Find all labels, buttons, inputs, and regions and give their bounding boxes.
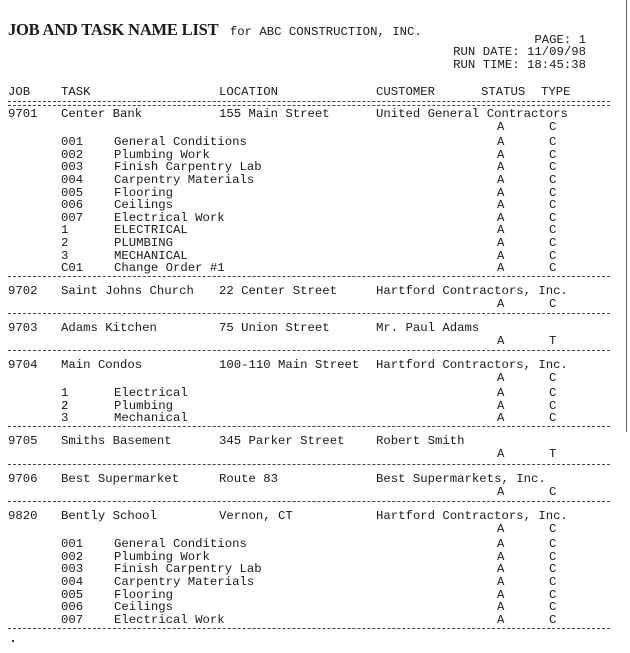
job-number: 9820	[8, 509, 38, 523]
task-status: A	[497, 223, 505, 238]
page-mark	[12, 640, 14, 642]
column-header-job: JOB	[8, 85, 31, 99]
job-status: A	[497, 333, 505, 348]
task-status: A	[497, 386, 505, 401]
report-company: for ABC CONSTRUCTION, INC.	[229, 25, 422, 39]
task-name: Mechanical	[114, 411, 188, 426]
job-type: T	[549, 446, 557, 461]
task-code: 2	[61, 398, 69, 413]
page-number: PAGE: 1	[534, 33, 586, 47]
task-type: C	[549, 173, 557, 187]
task-status: A	[497, 398, 505, 413]
task-code: 006	[61, 600, 84, 615]
task-code: 002	[61, 549, 84, 564]
job-name: Bently School	[61, 509, 157, 523]
task-code: C01	[61, 261, 84, 276]
task-type: C	[549, 261, 557, 276]
job-customer: Hartford Contractors, Inc.	[376, 358, 568, 372]
task-name: MECHANICAL	[114, 248, 188, 263]
job-type: C	[549, 119, 557, 134]
job-number: 9706	[8, 472, 38, 486]
task-name: Finish Carpentry Lab	[114, 562, 262, 577]
job-type: C	[549, 296, 557, 311]
task-name: Finish Carpentry Lab	[114, 160, 262, 175]
task-code: 002	[61, 147, 84, 162]
task-type: C	[549, 135, 557, 150]
job-customer: Best Supermarkets, Inc.	[376, 472, 546, 486]
task-code: 1	[61, 386, 69, 401]
job-number: 9703	[8, 321, 38, 335]
task-name: Change Order #1	[114, 261, 225, 276]
task-type: C	[549, 562, 557, 577]
job-location: 75 Union Street	[219, 321, 330, 335]
task-status: A	[497, 261, 505, 276]
task-code: 004	[61, 575, 84, 589]
job-name: Saint Johns Church	[61, 284, 194, 298]
job-status: A	[497, 446, 505, 461]
task-status: A	[497, 575, 505, 589]
job-name: Smiths Basement	[61, 434, 172, 448]
job-status: A	[497, 484, 505, 499]
task-code: 003	[61, 562, 84, 577]
job-customer: Hartford Contractors, Inc.	[376, 509, 568, 523]
task-status: A	[497, 248, 505, 263]
task-type: C	[549, 398, 557, 413]
task-status: A	[497, 411, 505, 426]
task-type: C	[549, 537, 557, 552]
task-name: Plumbing	[114, 398, 174, 413]
job-divider	[8, 276, 610, 277]
task-code: 005	[61, 587, 84, 602]
job-location: Route 83	[219, 472, 279, 486]
job-type: C	[549, 370, 557, 385]
task-type: C	[549, 411, 557, 426]
task-type: C	[549, 575, 557, 589]
job-customer: Mr. Paul Adams	[376, 321, 480, 335]
job-name: Adams Kitchen	[61, 321, 157, 335]
job-customer: United General Contractors	[376, 107, 568, 121]
task-code: 001	[61, 537, 84, 552]
task-type: C	[549, 210, 557, 225]
job-customer: Hartford Contractors, Inc.	[376, 284, 568, 298]
task-type: C	[549, 236, 557, 250]
task-name: Electrical Work	[114, 210, 225, 225]
column-header-status: STATUS	[481, 85, 526, 99]
task-status: A	[497, 210, 505, 225]
task-name: General Conditions	[114, 135, 247, 150]
job-name: Center Bank	[61, 107, 143, 121]
task-status: A	[497, 185, 505, 200]
task-name: Carpentry Materials	[114, 575, 255, 589]
job-divider	[8, 464, 610, 465]
report-title-text: JOB AND TASK NAME LIST	[8, 20, 219, 39]
task-name: PLUMBING	[114, 236, 174, 250]
column-header-type: TYPE	[541, 85, 571, 99]
task-type: C	[549, 223, 557, 238]
task-code: 006	[61, 198, 84, 213]
task-type: C	[549, 147, 557, 162]
job-type: C	[549, 484, 557, 499]
task-code: 1	[61, 223, 69, 238]
job-type: C	[549, 521, 557, 536]
job-divider	[8, 350, 610, 351]
job-location: 155 Main Street	[219, 107, 330, 121]
job-location: 345 Parker Street	[219, 434, 345, 448]
task-name: Plumbing Work	[114, 549, 210, 564]
task-status: A	[497, 549, 505, 564]
job-status: A	[497, 119, 505, 134]
task-name: Electrical Work	[114, 612, 225, 627]
column-header-task: TASK	[61, 85, 91, 99]
task-name: Plumbing Work	[114, 147, 210, 162]
task-type: C	[549, 198, 557, 213]
report-title	[8, 20, 422, 40]
task-name: Carpentry Materials	[114, 173, 255, 187]
task-type: C	[549, 549, 557, 564]
task-type: C	[549, 600, 557, 615]
header-divider	[8, 101, 610, 106]
task-status: A	[497, 198, 505, 213]
job-status: A	[497, 296, 505, 311]
task-name: General Conditions	[114, 537, 247, 552]
column-header-customer: CUSTOMER	[376, 85, 436, 99]
job-number: 9705	[8, 434, 38, 448]
run-date: RUN DATE: 11/09/98	[453, 45, 586, 59]
page-edge-line	[626, 0, 627, 432]
job-number: 9702	[8, 284, 38, 298]
job-location: Vernon, CT	[219, 509, 293, 523]
task-type: C	[549, 612, 557, 627]
task-status: A	[497, 135, 505, 150]
task-code: 2	[61, 236, 69, 250]
job-customer: Robert Smith	[376, 434, 465, 448]
task-code: 004	[61, 173, 84, 187]
job-location: 100-110 Main Street	[219, 358, 360, 372]
task-code: 007	[61, 210, 84, 225]
task-status: A	[497, 562, 505, 577]
task-name: Ceilings	[114, 198, 174, 213]
task-code: 007	[61, 612, 84, 627]
task-status: A	[497, 160, 505, 175]
task-status: A	[497, 587, 505, 602]
job-number: 9704	[8, 358, 38, 372]
task-type: C	[549, 587, 557, 602]
task-type: C	[549, 185, 557, 200]
job-name: Best Supermarket	[61, 472, 180, 486]
task-name: Flooring	[114, 185, 174, 200]
task-type: C	[549, 160, 557, 175]
task-status: A	[497, 173, 505, 187]
job-name: Main Condos	[61, 358, 143, 372]
task-code: 001	[61, 135, 84, 150]
job-location: 22 Center Street	[219, 284, 338, 298]
job-divider	[8, 426, 610, 427]
job-divider	[8, 313, 610, 314]
task-status: A	[497, 600, 505, 615]
job-type: T	[549, 333, 557, 348]
task-code: 003	[61, 160, 84, 175]
task-code: 3	[61, 411, 69, 426]
run-time: RUN TIME: 18:45:38	[453, 58, 586, 72]
task-status: A	[497, 236, 505, 250]
job-number: 9701	[8, 107, 38, 121]
task-status: A	[497, 612, 505, 627]
job-divider	[8, 501, 610, 502]
task-name: ELECTRICAL	[114, 223, 188, 238]
task-type: C	[549, 386, 557, 401]
task-code: 005	[61, 185, 84, 200]
job-status: A	[497, 521, 505, 536]
job-status: A	[497, 370, 505, 385]
task-code: 3	[61, 248, 69, 263]
task-status: A	[497, 537, 505, 552]
task-name: Electrical	[114, 386, 188, 401]
task-status: A	[497, 147, 505, 162]
task-type: C	[549, 248, 557, 263]
task-name: Flooring	[114, 587, 174, 602]
column-header-location: LOCATION	[219, 85, 279, 99]
job-divider	[8, 628, 610, 629]
task-name: Ceilings	[114, 600, 174, 615]
